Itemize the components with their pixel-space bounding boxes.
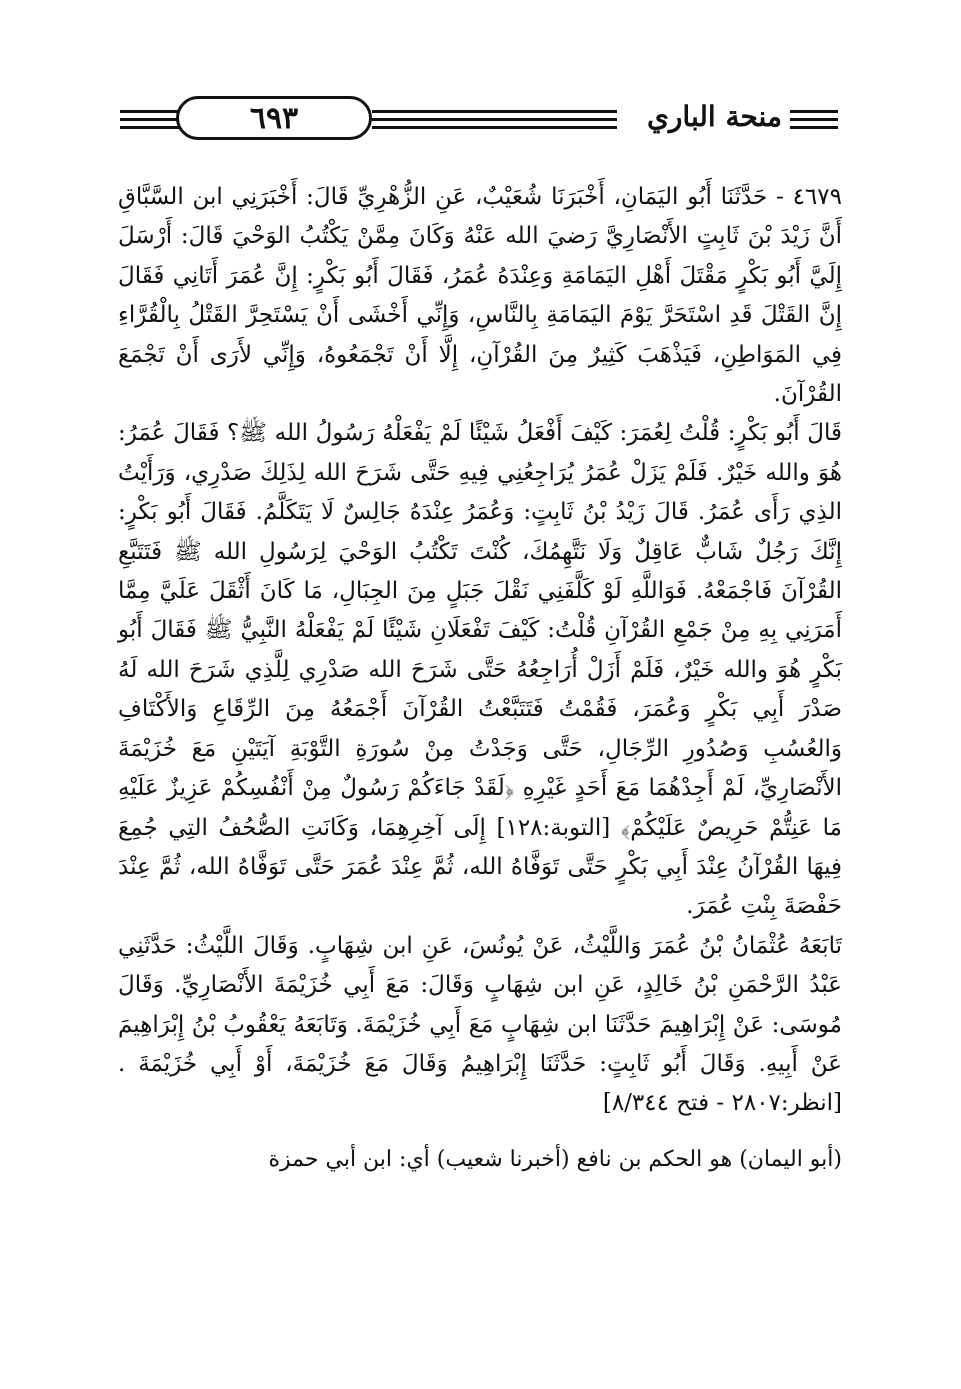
hadith-paragraph <box>118 414 842 926</box>
header-rule-middle <box>372 126 617 129</box>
header-rule-left <box>120 118 180 121</box>
hadith-text: [التوبة:١٢٨] إِلَى آخِرِهِمَا، وَكَانَتِ الصُّحُفُ التِي جُمِعَ فِيهَا القُرْآنُ عِنْدَ أَبِي بَكْرٍ حَتَّى تَوَفَّاهُ الله، ثُمَّ عِنْدَ عُمَرَ حَتَّى تَوَفَّاهُ الله، ثُمَّ عِنْدَ حَفْصَةَ بِنْتِ عُمَرَ. <box>118 814 842 920</box>
header-rule-right <box>790 110 838 113</box>
header-rule-right <box>790 126 838 129</box>
page-body <box>118 178 842 1180</box>
hadith-chain-paragraph <box>118 927 842 1124</box>
hadith-text: - حَدَّثَنَا أَبُو اليَمَانِ، أَخْبَرَنَا شُعَيْبٌ، عَنِ الزُّهْرِيِّ قَالَ: أَخْبَرَنِي ابن السَّبَّاقِ أَنَّ زَيْدَ بْنَ ثَابِتٍ الأَنْصَارِيَّ رَضيَ الله عَنْهُ وَكَانَ مِمَّنْ يَكْتُبُ الوَحْيَ قَالَ: أَرْسَلَ إِلَيَّ أَبُو بَكْرٍ مَقْتَلَ أَهْلِ اليَمَامَةِ وَعِنْدَهُ عُمَرُ، فَقَالَ أَبُو بَكْرٍ: إِنَّ عُمَرَ أَتَانِي فَقَالَ إِنَّ القَتْلَ قَدِ اسْتَحَرَّ يَوْمَ اليَمَامَةِ بِالنَّاسِ، وَإِنِّي أَخْشَى أَنْ يَسْتَحِرَّ القَتْلُ بِالْقُرَّاءِ فِي المَوَاطِنِ، فَيَذْهَبَ كَثِيرٌ مِنَ القُرْآنِ، إِلَّا أَنْ تَجْمَعُوهُ، وَإِنِّي لأَرَى أَنْ تَجْمَعَ القُرْآنَ. <box>118 184 842 408</box>
header-rule-middle <box>372 118 617 121</box>
header-rule-left <box>120 126 180 129</box>
header-rule-left <box>120 110 180 113</box>
quran-verse: ﴿لَقَدْ جَاءَكُمْ رَسُولٌ مِنْ أَنْفُسِكُمْ عَزِيزٌ عَلَيْهِ مَا عَنِتُّمْ حَرِيصٌ عَلَيْكُمْ﴾ <box>118 775 842 841</box>
page-header <box>120 96 838 148</box>
hadith-text: تَابَعَهُ عُثْمَانُ بْنُ عُمَرَ وَاللَّيْثُ، عَنْ يُونُسَ، عَنِ ابن شِهَابٍ. وَقَالَ اللَّيْثُ: حَدَّثَنِي عَبْدُ الرَّحْمَنِ بْنُ خَالِدٍ، عَنِ ابن شِهَابٍ وَقَالَ: مَعَ أَبِي خُزَيْمَةَ الأَنْصَارِيِّ. وَقَالَ مُوسَى: عَنْ إِبْرَاهِيمَ حَدَّثَنَا ابن شِهَابٍ مَعَ أَبِي خُزَيْمَةَ. وَتَابَعَهُ يَعْقُوبُ بْنُ إِبْرَاهِيمَ عَنْ أَبِيهِ. وَقَالَ أَبُو ثَابِتٍ: حَدَّثَنَا إِبْرَاهِيمُ وَقَالَ مَعَ خُزَيْمَةَ، أَوْ أَبِي خُزَيْمَةَ .[انظر:٢٨٠٧ - فتح ٨/٣٤٤] <box>118 932 842 1117</box>
header-rule-right <box>790 118 838 121</box>
commentary-paragraph: (أبو اليمان) هو الحكم بن نافع (أخبرنا شعيب) أي: ابن أبي حمزة <box>268 1146 842 1172</box>
hadith-text: قَالَ أَبُو بَكْرٍ: قُلْتُ لِعُمَرَ: كَيْفَ أَفْعَلُ شَيْئًا لَمْ يَفْعَلْهُ رَسُولُ الله ﷺ؟ فَقَالَ عُمَرُ: هُوَ والله خَيْرٌ. فَلَمْ يَزَلْ عُمَرُ يُرَاجِعُنِي فِيهِ حَتَّى شَرَحَ الله لِذَلِكَ صَدْرِي، وَرَأَيْتُ الذِي رَأَى عُمَرُ. قَالَ زَيْدُ بْنُ ثَابِتٍ: وَعُمَرُ عِنْدَهُ جَالِسٌ لَا يَتَكَلَّمُ. فَقَالَ أَبُو بَكْرٍ: إِنَّكَ رَجُلٌ شَابٌّ عَاقِلٌ وَلَا نَتَّهِمُكَ، كُنْتَ تَكْتُبُ الوَحْيَ لِرَسُولِ الله ﷺ فَتَتَبَّعِ القُرْآنَ فَاجْمَعْهُ. فَوَاللَّهِ لَوْ كَلَّفَنِي نَقْلَ جَبَلٍ مِنَ الجِبَالِ، مَا كَانَ أَثْقَلَ عَلَيَّ مِمَّا أَمَرَنِي بِهِ مِنْ جَمْعِ القُرْآنِ قُلْتُ: كَيْفَ تَفْعَلَانِ شَيْئًا لَمْ يَفْعَلْهُ النَّبِيُّ ﷺ فَقَالَ أَبُو بَكْرٍ هُوَ والله خَيْرٌ، فَلَمْ أَزَلْ أُرَاجِعُهُ حَتَّى شَرَحَ الله صَدْرِي لِلَّذِي شَرَحَ الله لَهُ صَدْرَ أَبِي بَكْرٍ وَعُمَرَ، فَقُمْتُ فَتَتَبَّعْتُ القُرْآنَ أَجْمَعُهُ مِنَ الرِّقَاعِ وَالأَكْتَافِ وَالعُسُبِ وَصُدُورِ الرِّجَالِ، حَتَّى وَجَدْتُ مِنْ سُورَةِ التَّوْبَةِ آيَتَيْنِ مَعَ خُزَيْمَةَ الأَنْصَارِيِّ، لَمْ أَجِدْهُمَا مَعَ أَحَدٍ غَيْرِهِ <box>118 420 842 802</box>
hadith-paragraph <box>118 178 842 414</box>
hadith-number: ٤٦٧٩ <box>792 184 842 210</box>
book-title: منحة الباري <box>646 100 782 133</box>
page-number: ٦٩٣ <box>176 96 372 140</box>
header-rule-middle <box>372 110 617 113</box>
